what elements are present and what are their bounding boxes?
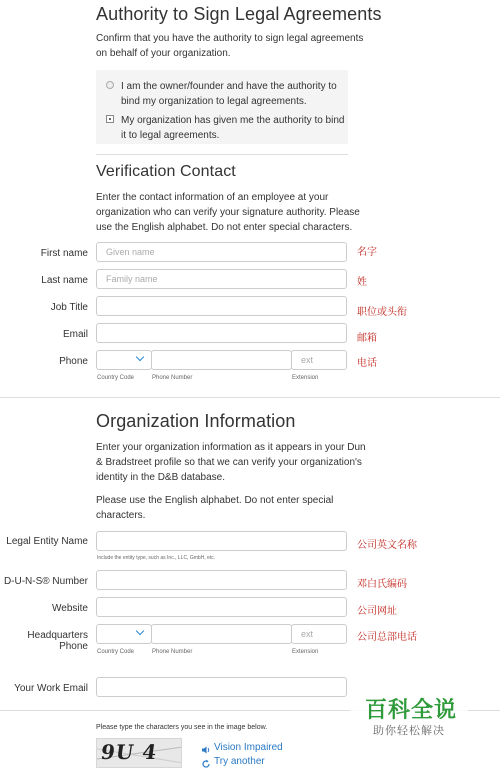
verification-desc-line3: use the English alphabet. Do not enter special characters. <box>96 222 353 233</box>
organization-desc-line1: Enter your organization information as it appears in your Dun <box>96 442 366 453</box>
organization-desc-line3: identity in the D&B database. <box>96 472 225 483</box>
hq-phone-label: Headquarters Phone <box>27 630 88 652</box>
country-code-select[interactable] <box>96 350 152 370</box>
phone-annotation: 电话 <box>357 358 377 369</box>
phone-extension-input[interactable]: ext <box>291 350 347 370</box>
authority-option-owner-line2: bind my organization to legal agreements. <box>121 96 307 107</box>
authority-description-line1: Confirm that you have the authority to sign legal agreements <box>96 33 364 44</box>
phone-number-caption: Phone Number <box>152 649 193 655</box>
email-input[interactable] <box>96 323 347 343</box>
organization-desc-line2: & Bradstreet profile so that we can verify your organization's <box>96 457 362 468</box>
country-code-caption: Country Code <box>97 649 135 655</box>
legal-entity-annotation: 公司英文名称 <box>357 540 417 551</box>
refresh-icon <box>201 756 211 766</box>
section-divider <box>96 154 348 155</box>
last-name-input[interactable]: Family name <box>96 269 347 289</box>
authority-option-granted-line2: it to legal agreements. <box>121 130 220 141</box>
website-input[interactable] <box>96 597 347 617</box>
watermark-title: 百科全说 <box>365 698 458 723</box>
verification-title: Verification Contact <box>96 163 236 180</box>
organization-desc2-line1: Please use the English alphabet. Do not enter special <box>96 495 334 506</box>
extension-caption: Extension <box>292 375 319 381</box>
website-label: Website <box>52 603 88 614</box>
hq-country-code-select[interactable] <box>96 624 152 644</box>
work-email-input[interactable] <box>96 677 347 697</box>
authority-description-line2: on behalf of your organization. <box>96 48 231 59</box>
last-name-annotation: 姓 <box>357 277 367 288</box>
legal-entity-label: Legal Entity Name <box>6 536 88 547</box>
first-name-label: First name <box>40 248 88 259</box>
job-title-input[interactable] <box>96 296 347 316</box>
phone-number-input[interactable] <box>151 350 292 370</box>
captcha-characters: 9U 4 <box>99 740 159 764</box>
email-label: Email <box>62 329 88 340</box>
authority-title: Authority to Sign Legal Agreements <box>96 4 382 24</box>
watermark-subtitle: 助你轻松解决 <box>373 724 445 737</box>
organization-desc2-line2: characters. <box>96 510 146 521</box>
organization-title: Organization Information <box>96 411 296 431</box>
legal-entity-hint: Include the entity type, such as Inc., LLC, GmbH, etc. <box>97 555 216 561</box>
authority-option-owner-line1: I am the owner/founder and have the authority to <box>121 81 337 92</box>
last-name-label: Last name <box>41 275 88 286</box>
verification-desc-line1: Enter the contact information of an employee at your <box>96 192 329 203</box>
work-email-label: Your Work Email <box>14 683 88 694</box>
extension-caption: Extension <box>292 649 319 655</box>
website-annotation: 公司网址 <box>357 606 397 617</box>
captcha-image <box>96 738 182 768</box>
hq-phone-extension-input[interactable]: ext <box>291 624 347 644</box>
captcha-instruction: Please type the characters you see in the image below. <box>96 724 268 731</box>
first-name-input[interactable]: Given name <box>96 242 347 262</box>
authority-option-granted-checkbox[interactable] <box>106 115 114 123</box>
hq-phone-annotation: 公司总部电话 <box>357 632 417 643</box>
job-title-annotation: 职位或头衔 <box>357 307 407 318</box>
hq-phone-number-input[interactable] <box>151 624 292 644</box>
legal-entity-input[interactable] <box>96 531 347 551</box>
speaker-icon <box>201 742 211 752</box>
authority-option-owner-radio[interactable] <box>106 81 114 89</box>
duns-input[interactable] <box>96 570 347 590</box>
phone-number-caption: Phone Number <box>152 375 193 381</box>
duns-label: D-U-N-S® Number <box>3 576 88 587</box>
try-another-link[interactable]: Try another <box>214 756 265 767</box>
email-annotation: 邮箱 <box>357 333 377 344</box>
job-title-label: Job Title <box>50 302 88 313</box>
section-divider <box>0 397 500 398</box>
vision-impaired-link[interactable]: Vision Impaired <box>214 742 283 753</box>
phone-label: Phone <box>59 356 88 367</box>
first-name-annotation: 名字 <box>357 247 377 258</box>
country-code-caption: Country Code <box>97 375 135 381</box>
authority-option-granted-line1: My organization has given me the authority to bind <box>121 115 345 126</box>
verification-desc-line2: organization who can verify your signature authority. Please <box>96 207 360 218</box>
duns-annotation: 邓白氏编码 <box>357 579 407 590</box>
